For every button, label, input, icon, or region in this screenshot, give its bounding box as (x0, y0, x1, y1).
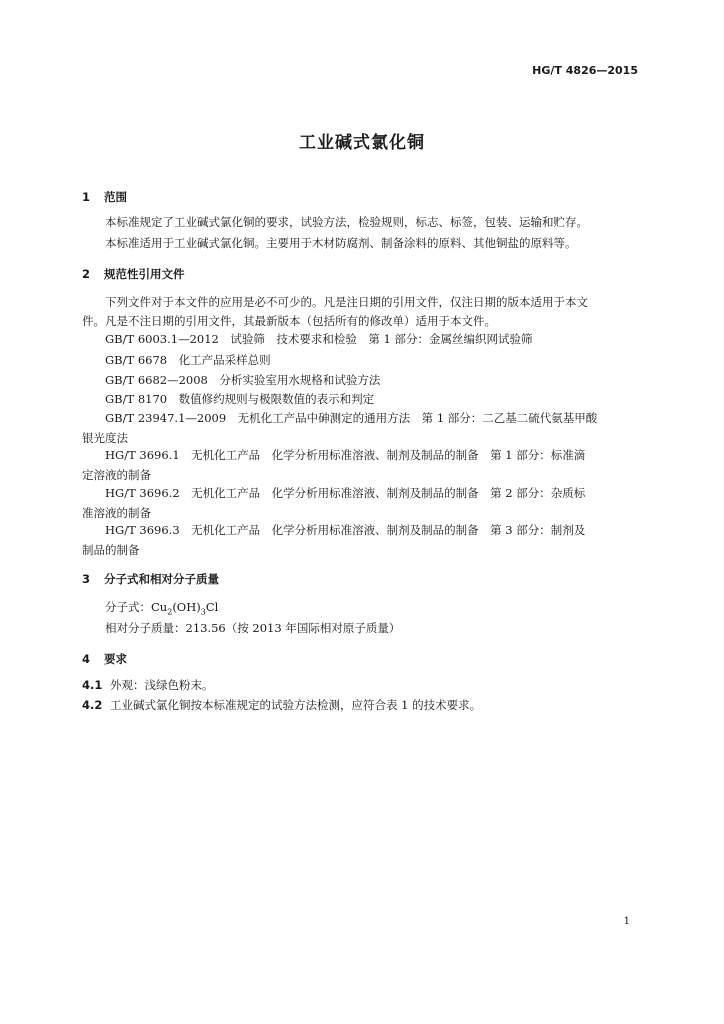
formula-element: Cl (205, 600, 219, 614)
clause-number: 4.2 (82, 698, 103, 712)
reference-text: HG/T 3696.2 无机化工产品 化学分析用标准溶液、制剂及制品的制备 第 2 部分：杂质标 (105, 486, 586, 500)
reference-item (82, 408, 642, 448)
reference-text: HG/T 3696.3 无机化工产品 化学分析用标准溶液、制剂及制品的制备 第 3 部分：制剂及 (105, 523, 586, 537)
reference-text: GB/T 6003.1—2012 试验筛 技术要求和检验 第 1 部分：金属丝编织网试验筛 (105, 332, 533, 346)
reference-item (82, 520, 642, 560)
reference-text: GB/T 8170 数值修约规则与极限数值的表示和判定 (105, 392, 375, 406)
reference-text: GB/T 6682—2008 分析实验室用水规格和试验方法 (105, 373, 381, 387)
section-title: 范围 (104, 190, 127, 204)
section-2-heading (82, 266, 185, 282)
formula-group: (OH) (172, 600, 201, 614)
scope-paragraph-1: 本标准规定了工业碱式氯化铜的要求，试验方法，检验规则，标志、标签，包装、运输和贮存。 (105, 215, 588, 229)
reference-text-continued: 准溶液的制备 (82, 506, 151, 520)
references-intro-line-1: 下列文件对于本文件的应用是必不可少的。凡是注日期的引用文件，仅注日期的版本适用于本文 (105, 295, 588, 309)
clause-number: 4.1 (82, 678, 103, 692)
section-3-heading (82, 571, 219, 587)
scope-paragraph-2: 本标准适用于工业碱式氯化铜。主要用于木材防腐剂、制备涂料的原料、其他铜盐的原料等。 (105, 236, 577, 250)
reference-text: HG/T 3696.1 无机化工产品 化学分析用标准溶液、制剂及制品的制备 第 1 部分：标准滴 (105, 448, 586, 462)
section-number: 4 (82, 652, 91, 666)
reference-item (82, 483, 642, 523)
section-title: 分子式和相对分子质量 (104, 572, 219, 586)
molecular-formula (82, 599, 665, 620)
standard-code-header: HG/T 4826—2015 (532, 64, 638, 77)
requirement-item (82, 697, 481, 713)
section-4-heading (82, 651, 127, 667)
requirement-item (82, 677, 214, 693)
formula-subscript: 2 (167, 607, 173, 617)
section-number: 1 (82, 190, 91, 204)
reference-item (82, 445, 642, 485)
reference-item (82, 329, 642, 349)
formula-label: 分子式： (105, 600, 151, 614)
reference-item (82, 370, 642, 390)
reference-text-continued: 制品的制备 (82, 543, 140, 557)
clause-text: 工业碱式氯化铜按本标准规定的试验方法检测，应符合表 1 的技术要求。 (110, 698, 482, 712)
reference-text: GB/T 6678 化工产品采样总则 (105, 353, 271, 367)
section-number: 2 (82, 267, 91, 281)
formula-element: Cu (151, 600, 168, 614)
references-intro-line-2: 件。凡是不注日期的引用文件，其最新版本（包括所有的修改单）适用于本文件。 (82, 314, 496, 328)
reference-text-continued: 定溶液的制备 (82, 468, 151, 482)
section-title: 规范性引用文件 (104, 267, 185, 281)
section-1-heading (82, 189, 127, 205)
page-number: 1 (623, 916, 630, 927)
section-number: 3 (82, 572, 91, 586)
reference-item (82, 350, 642, 370)
section-title: 要求 (104, 652, 127, 666)
formula-subscript: 3 (200, 607, 206, 617)
reference-item (82, 389, 642, 409)
document-title: 工业碱式氯化铜 (299, 133, 425, 153)
relative-molecular-mass: 相对分子质量：213.56（按 2013 年国际相对原子质量） (105, 621, 401, 635)
clause-text: 外观：浅绿色粉末。 (110, 678, 214, 692)
reference-text: GB/T 23947.1—2009 无机化工产品中砷测定的通用方法 第 1 部分：二乙基二硫代氨基甲酸 (105, 411, 598, 425)
reference-text-continued: 银光度法 (82, 431, 128, 445)
